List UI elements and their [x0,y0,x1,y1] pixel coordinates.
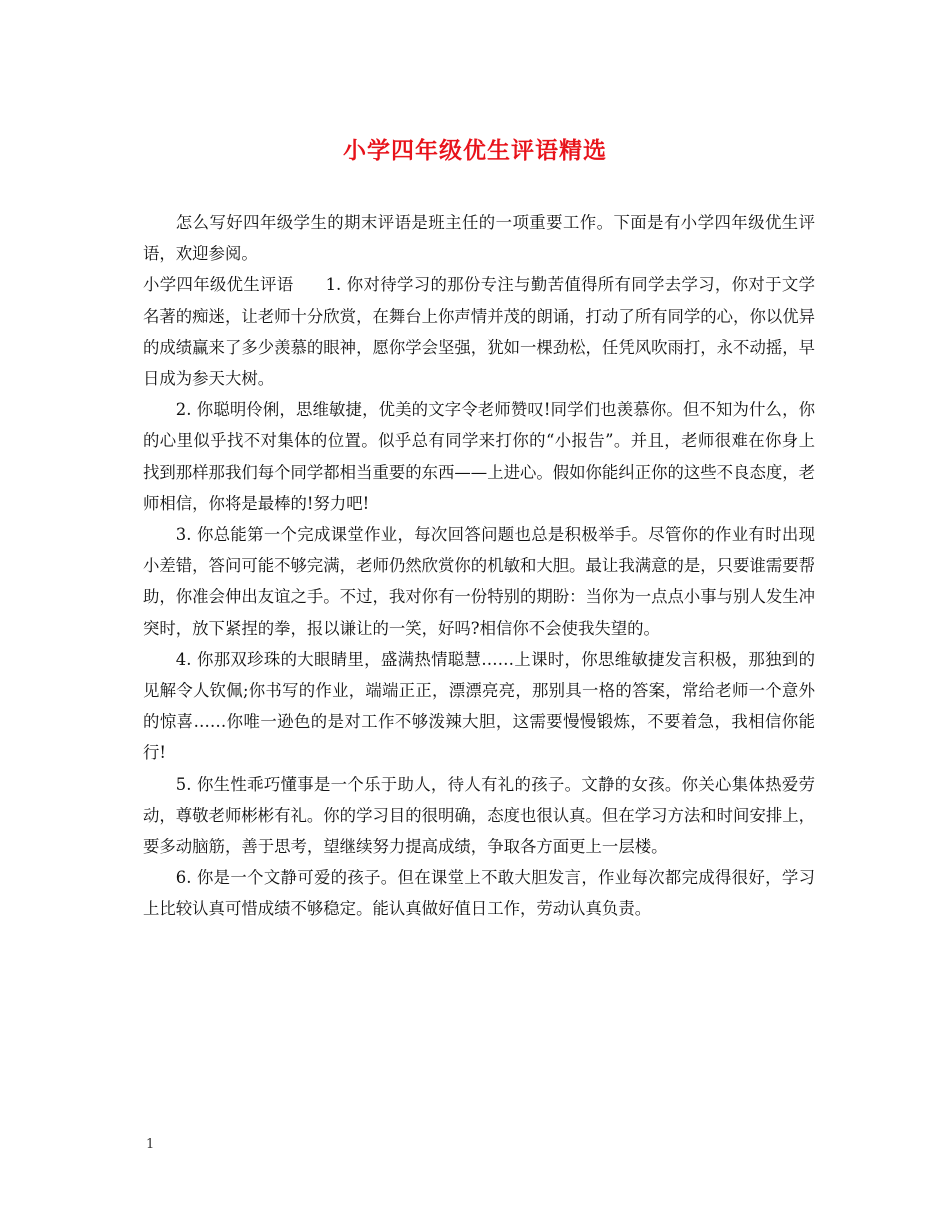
page-number: 1 [146,1137,155,1152]
section-heading: 小学四年级优生评语 [143,275,294,295]
document-title: 小学四年级优生评语精选 [343,138,607,164]
document-body [143,207,815,925]
item-paragraph-6: 6. 你是一个文静可爱的孩子。但在课堂上不敢大胆发言，作业每次都完成得很好，学习上比较认真可惜成绩不够稳定。能认真做好值日工作，劳动认真负责。 [143,868,815,919]
intro-paragraph: 怎么写好四年级学生的期末评语是班主任的一项重要工作。下面是有小学四年级优生评语，欢迎参阅。 [143,213,815,264]
item-paragraph-1 [143,269,815,394]
item-paragraph-3: 3. 你总能第一个完成课堂作业，每次回答问题也总是积极举手。尽管你的作业有时出现小差错，答问可能不够完满，老师仍然欣赏你的机敏和大胆。最让我满意的是，只要谁需要帮助，你准会伸出友谊之手。不过，我对你有一份特别的期盼：当你为一点点小事与别人发生冲突时，放下紧捏的拳，报以谦让的一笑，好吗?相信你不会使我失望的。 [143,525,816,638]
item-paragraph-5: 5. 你生性乖巧懂事是一个乐于助人，待人有礼的孩子。文静的女孩。你关心集体热爱劳动，尊敬老师彬彬有礼。你的学习目的很明确，态度也很认真。但在学习方法和时间安排上，要多动脑筋，善于思考，望继续努力提高成绩，争取各方面更上一层楼。 [143,774,816,857]
item-text-1: 1. 你对待学习的那份专注与勤苦值得所有同学去学习，你对于文学名著的痴迷，让老师十分欣赏，在舞台上你声情并茂的朗诵，打动了所有同学的心，你以优异的成绩赢来了多少羡慕的眼神，愿你学会坚强，犹如一棵劲松，任凭风吹雨打，永不动摇，早日成为参天大树。 [143,275,816,389]
item-paragraph-2: 2. 你聪明伶俐，思维敏捷，优美的文字令老师赞叹!同学们也羡慕你。但不知为什么，你的心里似乎找不对集体的位置。似乎总有同学来打你的“小报告”。并且，老师很难在你身上找到那样那我们每个同学都相当重要的东西——上进心。假如你能纠正你的这些不良态度，老师相信，你将是最棒的!努力吧! [143,400,816,513]
item-paragraph-4: 4. 你那双珍珠的大眼睛里，盛满热情聪慧……上课时，你思维敏捷发言积极，那独到的见解令人钦佩;你书写的作业，端端正正，漂漂亮亮，那别具一格的答案，常给老师一个意外的惊喜……你唯一逊色的是对工作不够泼辣大胆，这需要慢慢锻炼，不要着急，我相信你能行! [143,649,815,763]
